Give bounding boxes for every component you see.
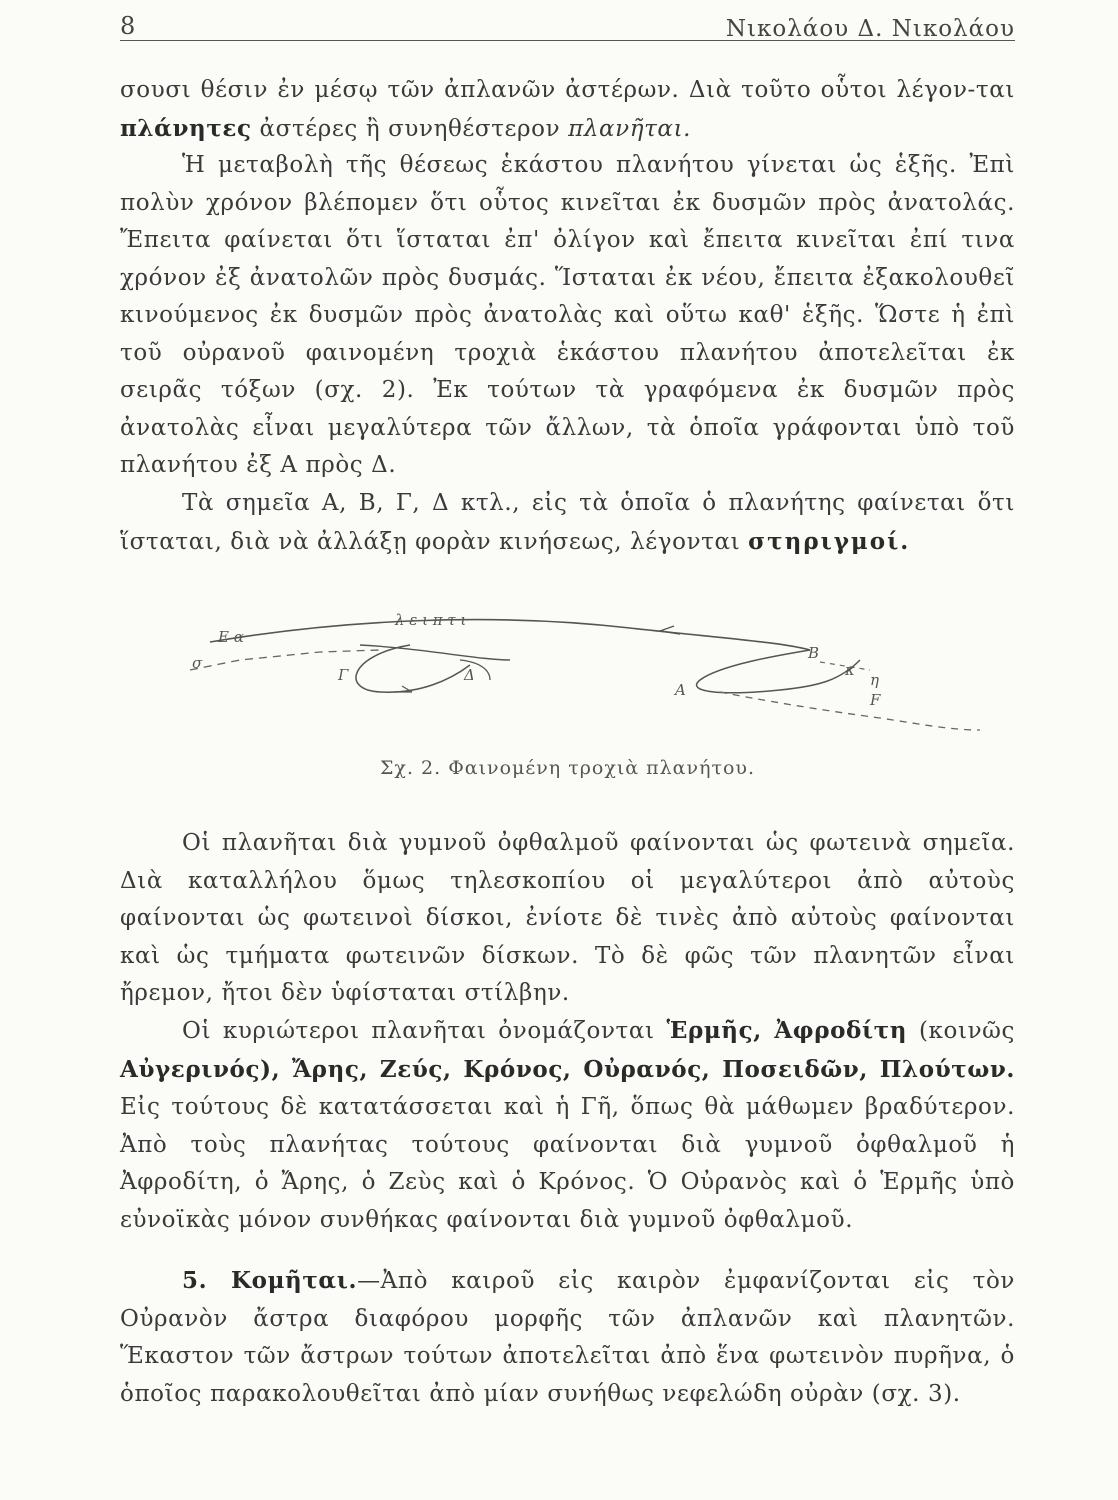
- label-beta: Β: [808, 644, 820, 662]
- label-k: κ: [845, 661, 855, 679]
- label-s: σ: [192, 654, 203, 672]
- dashed-trail-left: [190, 650, 380, 670]
- para3-text: Τὰ σημεῖα Α, Β, Γ, Δ κτλ., εἰς τὰ ὁποῖα ὁ πλανήτης φαίνεται ὅτι ἵσταται, διὰ νὰ ἀλλάξῃ φορὰν κινήσεως, λέγονται: [120, 490, 1015, 555]
- label-eta: η: [870, 671, 879, 689]
- label-f: F: [870, 691, 881, 709]
- dashed-trail-right: [720, 692, 980, 730]
- para1-text-a: σουσι θέσιν ἐν μέσῳ τῶν ἀπλανῶν ἀστέρων. Διὰ τοῦτο οὗτοι λέγον-ται: [120, 77, 1015, 103]
- planets-list-b: Αὐγερινός), Ἄρης, Ζεύς, Κρόνος, Οὐρανός, Ποσειδῶν, Πλούτων.: [120, 1055, 1015, 1083]
- loop-gamma: [356, 645, 470, 692]
- figure-caption: Σχ. 2. Φαινομένη τροχιὰ πλανήτου.: [380, 757, 755, 779]
- page-number: 8: [120, 12, 136, 40]
- planet-path-diagram: [180, 600, 1000, 760]
- para6-text: —Ἀπὸ καιροῦ εἰς καιρὸν ἐμφανίζονται εἰς τὸν Οὐρανὸν ἄστρα διαφόρου μορφῆς τῶν ἀπλανῶν καὶ πλανητῶν. Ἕκαστον τῶν ἄστρων τούτων ἀποτελεῖται ἀπὸ ἕνα φωτεινὸν πυρῆνα, ὁ ὁποῖος παρακολουθεῖται ἀπὸ μίαν συνήθως νεφελώδη οὐρὰν (σχ. 3).: [120, 1268, 1015, 1407]
- section-heading-comets: 5. Κομῆται.: [182, 1267, 358, 1294]
- page-header: [120, 8, 1015, 41]
- running-head: Νικολάου Δ. Νικολάου: [725, 16, 1015, 42]
- label-alpha: Α: [675, 681, 686, 699]
- para5-text-a: Οἱ κυριώτεροι πλανῆται ὀνομάζονται: [182, 1018, 667, 1044]
- paragraph-4: [120, 825, 1015, 1013]
- term-planetes: πλάνητες: [120, 114, 252, 142]
- para2-text: Ἡ μεταβολὴ τῆς θέσεως ἑκάστου πλανήτου γίνεται ὡς ἑξῆς. Ἐπὶ πολὺν χρόνον βλέπομεν ὅτι οὗτος κινεῖται ἐκ δυσμῶν πρὸς ἀνατολάς. Ἔπειτα φαίνεται ὅτι ἵσταται ἐπ' ὀλίγον καὶ ἔπειτα κινεῖται ἐπί τινα χρόνον ἐξ ἀνατολῶν πρὸς δυσμάς. Ἵσταται ἐκ νέου, ἔπειτα ἐξακολουθεῖ κινούμενος ἐκ δυσμῶν πρὸς ἀνατολὰς καὶ οὕτω καθ' ἑξῆς. Ὥστε ἡ ἐπὶ τοῦ οὐρανοῦ φαινομένη τροχιὰ ἑκάστου πλανήτου ἀποτελεῖται ἐκ σειρᾶς τόξων (σχ. 2). Ἐκ τούτων τὰ γραφόμενα ἐκ δυσμῶν πρὸς ἀνατολὰς εἶναι μεγαλύτερα τῶν ἄλλων, τὰ ὁποῖα γράφονται ὑπὸ τοῦ πλανήτου ἐξ Α πρὸς Δ.: [120, 152, 1015, 478]
- label-leipti: λ ε ι π τ ι: [395, 611, 467, 629]
- figure-planet-path: [180, 600, 1000, 760]
- paragraph-1: [120, 72, 1015, 148]
- term-stirigmoi: στηριγμοί.: [748, 527, 911, 555]
- label-delta: Δ: [464, 666, 475, 684]
- paragraph-3: [120, 485, 1015, 561]
- label-gamma: Γ: [338, 666, 349, 684]
- paragraph-6: [120, 1262, 1015, 1413]
- paragraph-5: [120, 1012, 1015, 1239]
- planets-list-a: Ἑρμῆς, Ἀφροδίτη: [666, 1017, 908, 1044]
- paragraph-2: [120, 147, 1015, 485]
- label-ea: Ε α: [218, 628, 244, 646]
- para5-text-c: Εἰς τούτους δὲ κατατάσσεται καὶ ἡ Γῆ, ὅπως θὰ μάθωμεν βραδύτερον. Ἀπὸ τοὺς πλανήτας τούτους φαίνονται διὰ γυμνοῦ ὀφθαλμοῦ ἡ Ἀφροδίτη, ὁ Ἄρης, ὁ Ζεὺς καὶ ὁ Κρόνος. Ὁ Οὐρανὸς καὶ ὁ Ἑρμῆς ὑπὸ εὐνοϊκὰς μόνον συνθήκας φαίνονται διὰ γυμνοῦ ὀφθαλμοῦ.: [120, 1094, 1015, 1233]
- para1-text-b: ἀστέρες ἢ συνηθέστερον: [251, 115, 569, 142]
- para5-text-b: (κοινῶς: [907, 1018, 1015, 1044]
- term-planitai: πλανῆται.: [568, 115, 692, 142]
- para4-text: Οἱ πλανῆται διὰ γυμνοῦ ὀφθαλμοῦ φαίνονται ὡς φωτεινὰ σημεῖα. Διὰ καταλλήλου ὅμως τηλεσκοπίου οἱ μεγαλύτεροι ἀπὸ αὐτοὺς φαίνονται ὡς φωτεινοὶ δίσκοι, ἐνίοτε δὲ τινὲς ἀπὸ αὐτοὺς φαίνονται καὶ ὡς τμήματα φωτεινῶν δίσκων. Τὸ δὲ φῶς τῶν πλανητῶν εἶναι ἤρεμον, ἤτοι δὲν ὑφίσταται στίλβην.: [120, 830, 1015, 1006]
- upper-arc: [210, 620, 810, 650]
- hook-alpha-beta: [697, 650, 860, 693]
